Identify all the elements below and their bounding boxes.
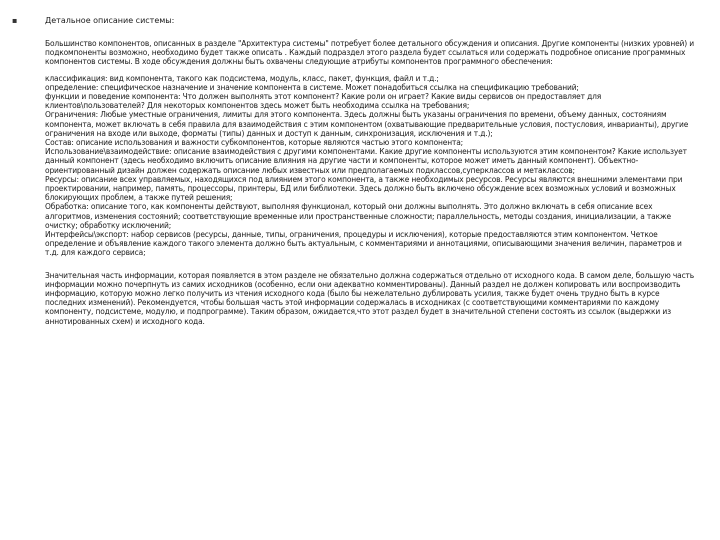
spacer	[45, 67, 695, 74]
attribute-interfaces: Интерфейсы\экспорт: набор сервисов (ресурсы, данные, типы, ограничения, процедуры и исключения), которые предоставляются этим компонентом. Четкое определение и объявление каждого такого элемента должно быть актуальным, с комментариями и аннотациями, описывающими значения величин, параметров и т.д. для каждого сервиса;	[45, 230, 682, 258]
section-heading: Детальное описание системы:	[45, 16, 175, 25]
intro-paragraph: Большинство компонентов, описанных в разделе "Архитектура системы" потребует более детального обсуждения и описания. Другие компоненты (низких уровней) и подкомпоненты возможно, необходимо будет также описать . Каждый подраздел этого раздела будет ссылаться или содержать подробное описание программных компонентов системы. В ходе обсуждения должны быть охвачены следующие атрибуты компонентов программного обеспечения:	[45, 39, 694, 67]
section-body	[45, 39, 695, 326]
attribute-usage: Использование\взаимодействие: описание взаимодействия с другими компонентами. Какие другие компоненты используются этим компонентом? Какие использует данный компонент (здесь необходимо включить описание влияния на другие части и компоненты, которое может иметь данный компонент). Объектно-ориентированный дизайн должен содержать описание любых известных или предполагаемых подклассов,суперклассов и метаклассов;	[45, 147, 687, 175]
attribute-processing: Обработка: описание того, как компоненты действуют, выполняя функционал, который они должны выполнять. Это должно включать в себя описание всех алгоритмов, изменения состояний; соответствующие временные или пространственные сложности; параллельность, методы создания, инициализации, а также очистку; обработку исключений;	[45, 202, 671, 230]
attribute-functions: функции и поведение компонента: Что должен выполнять этот компонент? Какие роли он играет? Какие виды сервисов он предоставляет для клиентов\пользователей? Для некоторых компонентов здесь может быть необходима ссылка на требования;	[45, 92, 602, 111]
attribute-definition: определение: специфическое назначение и значение компонента в системе. Может понадобиться ссылка на спецификацию требований;	[45, 82, 579, 92]
attribute-resources: Ресурсы: описание всех управляемых, находящихся под влиянием этого компонента, а также необходимых ресурсов. Ресурсы являются внешними элементами при проектировании, например, память, процессоры, принтеры, БД или библиотеки. Здесь должно быть включено обсуждение всех возможных условий и возможных блокирующих проблем, а также путей решения;	[45, 174, 683, 203]
spacer	[45, 258, 695, 271]
bullet-icon: ▪	[12, 16, 18, 25]
attribute-constraints: Ограничения: Любые уместные ограничения, лимиты для этого компонента. Здесь должны быть указаны ограничения по времени, объему данных, состояниям компонента, может включать в себя правила для взаимодействия с этим компонентом (охватывающие предварительные условия, постусловия, инварианты), другие ограничения на входе или выходе, форматы (типы) данных и доступ к данным, синхронизация, исключения и т.д.);	[45, 110, 689, 138]
attribute-classification: классификация: вид компонента, такого как подсистема, модуль, класс, пакет, функция, файл и т.д.;	[45, 73, 439, 83]
closing-paragraph: Значительная часть информации, которая появляется в этом разделе не обязательно должна содержаться отдельно от исходного кода. В самом деле, большую часть информации можно почерпнуть из самих исходников (особенно, если они адекватно комментированы). Данный раздел не должен копировать или воспроизводить информацию, которую можно легко получить из чтения исходного кода (было бы нежелательно дублировать усилия, также будет очень трудно быть в курсе последних изменений). Рекомендуется, чтобы большая часть этой информации содержалась в исходниках (с соответствующими комментариями по каждому компоненту, подсистеме, модулю, и подпрограмме). Таким образом, ожидается,что этот раздел будет в значительной степени состоять из ссылок (выдержки из аннотированных схем) и исходного кода.	[45, 270, 695, 326]
attribute-list	[45, 74, 695, 258]
attribute-composition: Состав: описание использования и важности субкомпонентов, которые являются частью этого компонента;	[45, 138, 464, 148]
